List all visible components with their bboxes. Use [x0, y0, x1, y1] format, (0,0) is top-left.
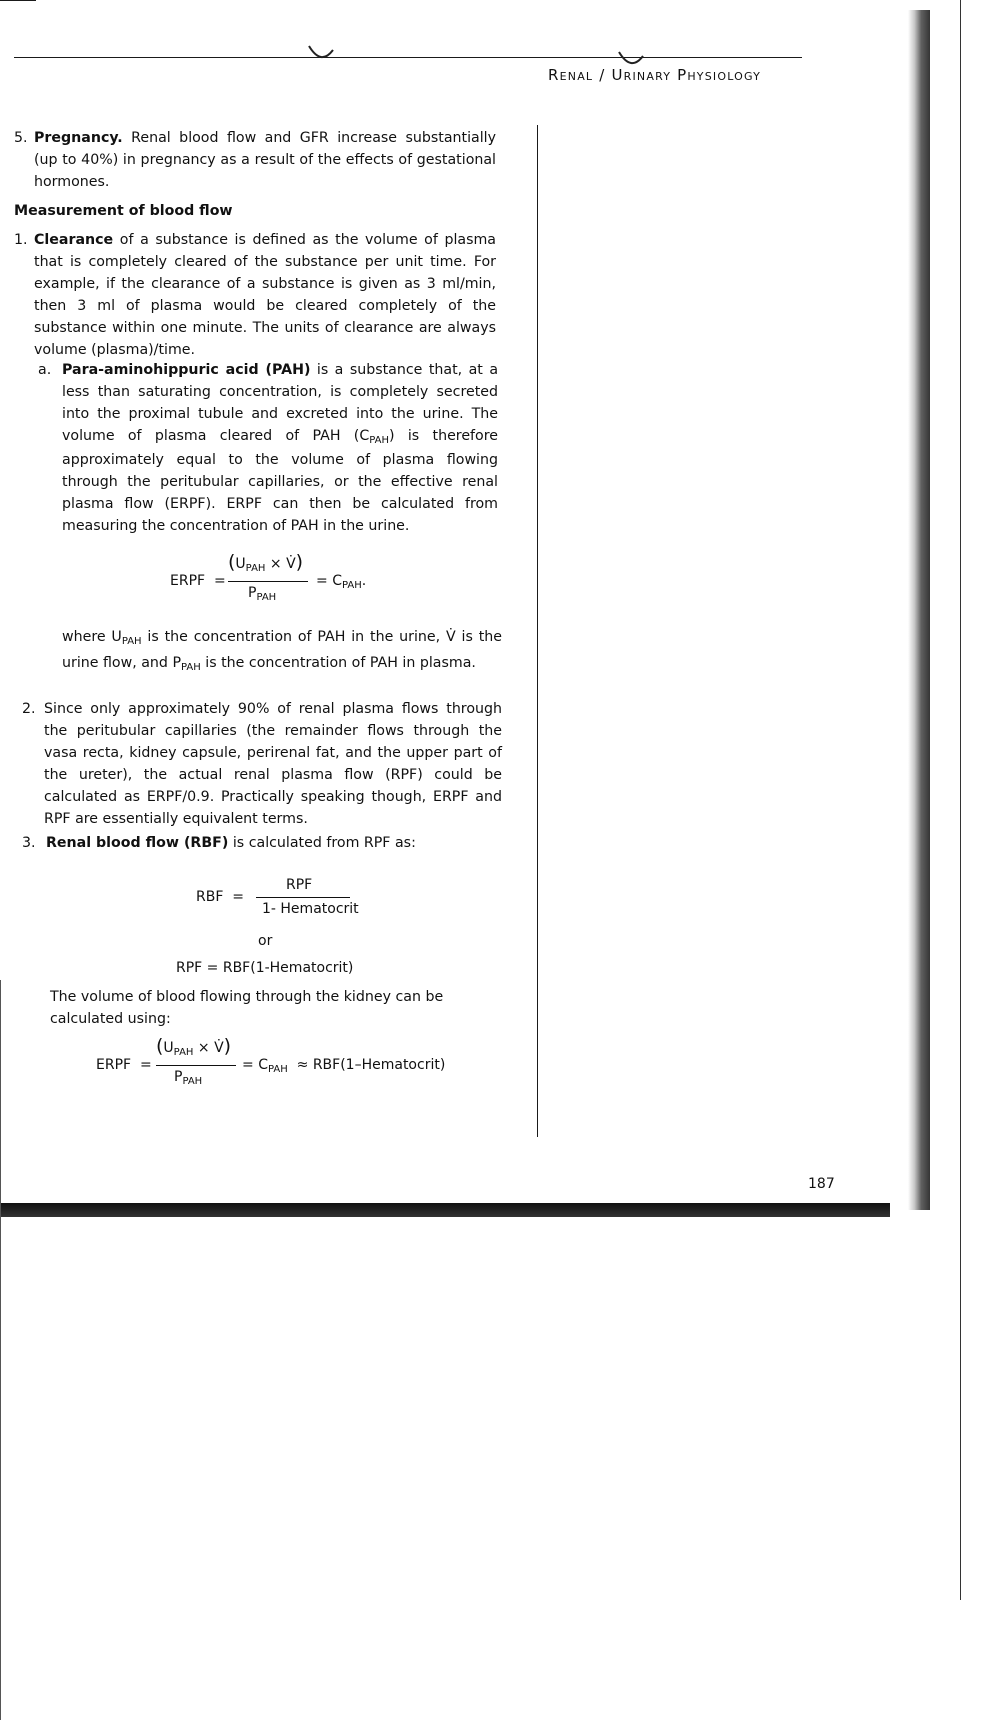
eq4-numerator: ($U_{PAH}$ × V̇) — [156, 1035, 232, 1058]
item-1a-letter: a. — [38, 362, 52, 378]
item-5-body: Renal blood flow and GFR increase substantially (up to 40%) in pregnancy as a result of the effects of gestational hormones. — [34, 130, 496, 190]
item-3-number: 3. — [22, 835, 36, 851]
pah-term: Para-aminohippuric acid (PAH) — [62, 362, 311, 378]
running-title: Renal / Urinary Physiology — [548, 66, 762, 84]
rbf-term: Renal blood flow (RBF) — [46, 835, 229, 851]
right-margin-line — [960, 0, 961, 1600]
bottom-scan-edge — [0, 1203, 890, 1217]
item-1-number: 1. — [14, 232, 28, 248]
item-1a-sub: PAH — [369, 435, 390, 446]
eq3-text: RPF = RBF(1-Hematocrit) — [176, 960, 354, 976]
item-1a-text — [62, 359, 498, 537]
clearance-term: Clearance — [34, 232, 114, 248]
eq1-lhs: ERPF = — [170, 573, 226, 589]
pregnancy-term: Pregnancy. — [34, 130, 123, 146]
item-1a-body-b: ) is therefore approximately equal to the volume of plasma flowing through the peritubular capillaries, or the effective renal plasma flow (ERPF). ERPF can then be calculated from measuring the concentration of PAH in the urine. — [62, 428, 498, 534]
eq2-fraction-bar — [256, 897, 350, 898]
eq1-rhs: = $C_{PAH}$. — [316, 573, 367, 591]
eq4-rhs: = $C_{PAH}$ ≈ RBF(1–Hematocrit) — [242, 1057, 446, 1075]
eq1-denominator: $P_{PAH}$ — [248, 585, 277, 603]
eq2-denominator: 1- Hematocrit — [262, 901, 359, 917]
item-2-number: 2. — [22, 701, 36, 717]
eq1-numerator: ($U_{PAH}$ × V̇) — [228, 551, 304, 574]
eq1-fraction-bar — [228, 581, 308, 582]
item-1a-body-a: is a substance that, at a less than saturating concentration, is completely secreted into the proximal tubule and excreted into the urine. The volume of plasma cleared of PAH (C — [62, 362, 499, 444]
blood-volume-text: The volume of blood flowing through the kidney can be calculated using: — [50, 989, 444, 1027]
item-3-body: is calculated from RPF as: — [228, 835, 416, 851]
item-5-number: 5. — [14, 130, 28, 146]
binding-hole-mark-1 — [306, 44, 336, 64]
eq4-lhs: ERPF = — [96, 1057, 152, 1073]
eq4-denominator: $P_{PAH}$ — [174, 1069, 203, 1087]
item-1-text — [34, 229, 496, 361]
page-number: 187 — [808, 1176, 835, 1192]
where-text: where $U_{PAH}$ is the concentration of PAH in the urine, V̇ is the urine flow, and $P_{PAH}$ is the concentration of PAH in plasma. — [62, 629, 503, 673]
eq4-fraction-bar — [156, 1065, 236, 1066]
column-divider — [537, 125, 538, 1137]
or-text: or — [258, 933, 273, 949]
eq2-numerator: RPF — [286, 877, 313, 893]
eq2-lhs: RBF = — [196, 889, 245, 905]
right-scan-edge — [908, 10, 930, 1210]
item-3-text — [46, 832, 502, 854]
section-heading: Measurement of blood flow — [14, 203, 233, 219]
item-2-text: Since only approximately 90% of renal plasma flows through the peritubular capillaries (the remainder flows through the vasa recta, kidney capsule, perirenal fat, and the upper part of the ureter), the actual renal plasma flow (RPF) could be calculated as ERPF/0.9. Practically speaking though, ERPF and RPF are essentially equivalent terms. — [44, 701, 502, 827]
top-left-scan-mark — [0, 0, 36, 1]
left-margin-line — [0, 980, 1, 1720]
item-1-body: of a substance is defined as the volume of plasma that is completely cleared of the substance per unit time. For example, if the clearance of a substance is given as 3 ml/min, then 3 ml of plasma would be cleared completely of the substance within one minute. The units of clearance are always volume (plasma)/time. — [34, 232, 496, 358]
header-rule — [14, 57, 802, 58]
item-5-text — [34, 127, 496, 193]
